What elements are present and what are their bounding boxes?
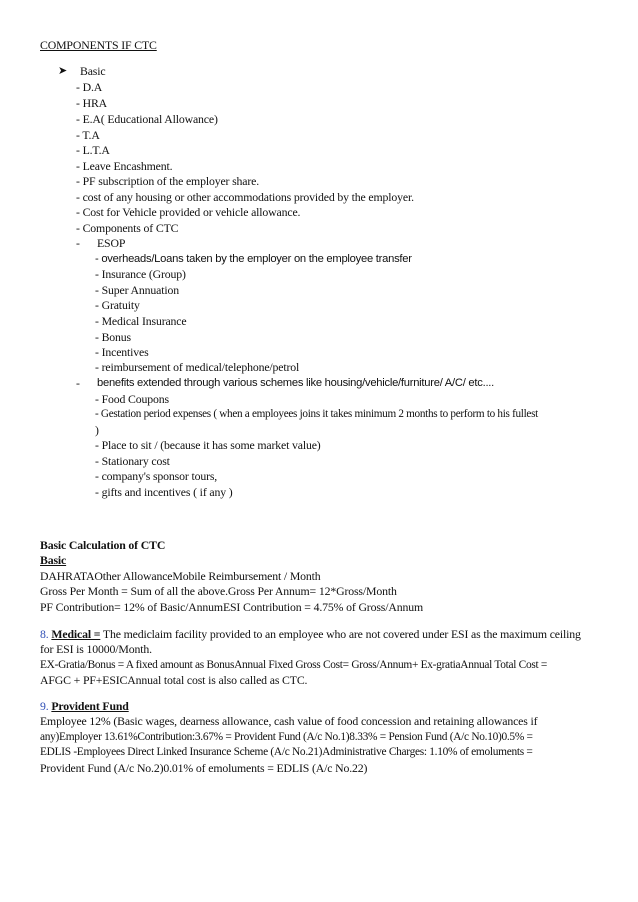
arrow-bullet-icon: ➤ <box>58 65 68 77</box>
medical-number: 8. <box>40 627 49 641</box>
list-item: - T.A <box>76 128 100 142</box>
benefits-dash: - <box>76 376 80 390</box>
medical-label: Medical = <box>51 627 101 641</box>
list-item: - HRA <box>76 96 108 110</box>
pf-line: EDLIS -Employees Direct Linked Insurance Scheme (A/c No.21)Administrative Charges: 1.10% of emoluments = <box>40 746 533 758</box>
list-item: - reimbursement of medical/telephone/petrol <box>95 360 300 374</box>
list-item: - Gratuity <box>95 298 140 312</box>
esop-dash: - <box>76 236 80 250</box>
pf-heading <box>40 699 129 714</box>
list-item: - Gestation period expenses ( when a employees joins it takes minimum 2 months to perform to his fullest <box>95 408 538 420</box>
calc-line: PF Contribution= 12% of Basic/AnnumESI Contribution = 4.75% of Gross/Annum <box>40 600 423 614</box>
list-item: - Leave Encashment. <box>76 159 173 173</box>
calc-title: Basic Calculation of CTC <box>40 538 166 552</box>
list-item: - Stationary cost <box>95 454 170 468</box>
calc-line: Gross Per Month = Sum of all the above.Gross Per Annum= 12*Gross/Month <box>40 584 397 598</box>
pf-line: Provident Fund (A/c No.2)0.01% of emoluments = EDLIS (A/c No.22) <box>40 761 368 775</box>
list-item: - Incentives <box>95 345 149 359</box>
list-item: - Medical Insurance <box>95 314 187 328</box>
list-item: - L.T.A <box>76 143 110 157</box>
calc-line: DAHRATAOther AllowanceMobile Reimbursement / Month <box>40 569 321 583</box>
list-item: - Insurance (Group) <box>95 267 186 281</box>
list-item: - Super Annuation <box>95 283 179 297</box>
list-item: ) <box>95 423 99 437</box>
basic-label: Basic <box>80 64 106 78</box>
list-item: - E.A( Educational Allowance) <box>76 112 218 126</box>
page-heading: COMPONENTS IF CTC <box>40 38 157 52</box>
esop-label: ESOP <box>97 236 126 250</box>
pf-line: Employee 12% (Basic wages, dearness allowance, cash value of food concession and retaining allowances if <box>40 714 538 728</box>
list-item: - D.A <box>76 80 103 94</box>
medical-text: The mediclaim facility provided to an employee who are not covered under ESI as the maximum ceiling <box>100 627 581 641</box>
medical-line-first <box>40 627 596 642</box>
list-item: - cost of any housing or other accommodations provided by the employer. <box>76 190 414 204</box>
list-item: - Bonus <box>95 330 131 344</box>
calc-subtitle: Basic <box>40 553 67 567</box>
list-item: - overheads/Loans taken by the employer on the employee transfer <box>95 253 412 265</box>
list-item: - Food Coupons <box>95 392 169 406</box>
pf-label: Provident Fund <box>51 699 129 713</box>
medical-line: AFGC + PF+ESICAnnual total cost is also called as CTC. <box>40 673 308 687</box>
medical-line: for ESI is 10000/Month. <box>40 642 152 656</box>
list-item: - Components of CTC <box>76 221 179 235</box>
pf-number: 9. <box>40 699 49 713</box>
medical-line: EX-Gratia/Bonus = A fixed amount as BonusAnnual Fixed Gross Cost= Gross/Annum+ Ex-gratiaAnnual Total Cost = <box>40 659 548 671</box>
list-item: - company's sponsor tours, <box>95 469 218 483</box>
list-item: - Cost for Vehicle provided or vehicle allowance. <box>76 205 301 219</box>
benefits-label: benefits extended through various schemes like housing/vehicle/furniture/ A/C/ etc.... <box>97 377 495 389</box>
list-item: - gifts and incentives ( if any ) <box>95 485 233 499</box>
list-item: - Place to sit / (because it has some market value) <box>95 438 321 452</box>
pf-line: any)Employer 13.61%Contribution:3.67% = Provident Fund (A/c No.1)8.33% = Pension Fund (A/c No.10)0.5% = <box>40 731 533 743</box>
list-item: - PF subscription of the employer share. <box>76 174 260 188</box>
